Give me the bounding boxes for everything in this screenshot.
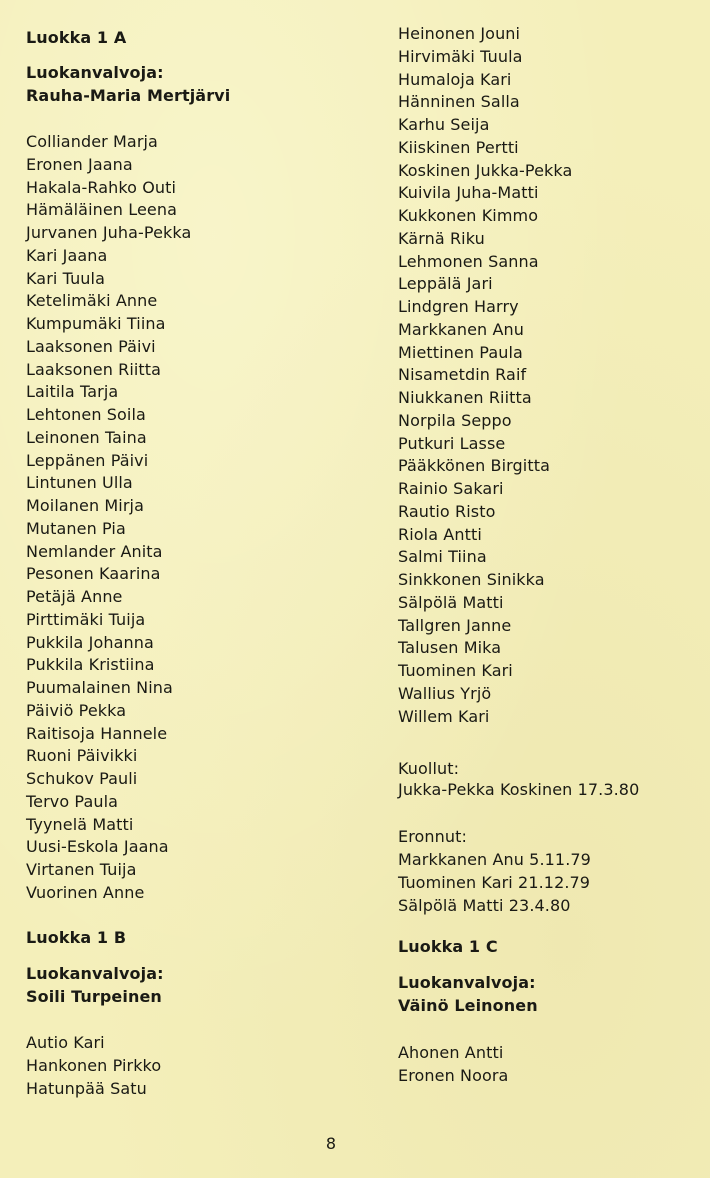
student-name: Lehmonen Sanna — [398, 251, 539, 271]
student-name: Hankonen Pirkko — [26, 1055, 162, 1075]
student-name: Schukov Pauli — [26, 769, 138, 788]
student-name: Ketelimäki Anne — [26, 291, 158, 311]
student-name: Lindgren Harry — [398, 297, 519, 316]
student-name: Salmi Tiina — [398, 547, 487, 567]
student-name: Hatunpää Satu — [26, 1078, 147, 1098]
student-name: Miettinen Paula — [398, 342, 523, 362]
student-name: Sinkkonen Sinikka — [398, 570, 545, 589]
student-name: Wallius Yrjö — [398, 683, 492, 703]
student-name: Heinonen Jouni — [398, 24, 521, 43]
student-name: Uusi-Eskola Jaana — [26, 837, 169, 857]
class-heading-1a: Luokka 1 A — [26, 28, 127, 47]
deceased-label: Kuollut: — [398, 759, 460, 778]
student-name: Eronen Noora — [398, 1065, 509, 1085]
page-number: 8 — [325, 1134, 337, 1153]
student-name: Kari Tuula — [26, 268, 105, 288]
student-name: Ruoni Päivikki — [26, 746, 138, 766]
student-name: Niukkanen Riitta — [398, 388, 532, 407]
student-name: Kuivila Juha-Matti — [398, 183, 539, 203]
student-name: Vuorinen Anne — [26, 882, 145, 902]
student-name: Lehtonen Soila — [26, 405, 146, 424]
teacher-label-1b: Luokanvalvoja: — [26, 964, 164, 983]
student-name: Humaloja Kari — [398, 69, 512, 89]
student-name: Talusen Mika — [398, 638, 502, 658]
student-name: Pukkila Johanna — [26, 632, 154, 652]
student-name: Tyynelä Matti — [26, 814, 134, 834]
teacher-label-1a: Luokanvalvoja: — [26, 63, 164, 82]
student-name: Rainio Sakari — [398, 479, 504, 498]
class-heading-1b: Luokka 1 B — [26, 928, 127, 947]
resigned-label: Eronnut: — [398, 827, 468, 846]
student-name: Autio Kari — [26, 1033, 105, 1052]
student-name: Kari Jaana — [26, 245, 108, 265]
student-name: Willem Kari — [398, 706, 490, 726]
student-name: Rautio Risto — [398, 501, 496, 521]
student-name: Pääkkönen Birgitta — [398, 456, 550, 476]
teacher-name-1c: Väinö Leinonen — [398, 996, 538, 1015]
student-name: Lintunen Ulla — [26, 473, 133, 493]
student-name: Kiiskinen Pertti — [398, 137, 519, 157]
student-name: Mutanen Pia — [26, 518, 126, 538]
student-name: Kärnä Riku — [398, 228, 485, 248]
student-name: Nemlander Anita — [26, 541, 163, 561]
student-name: Leinonen Taina — [26, 427, 147, 447]
student-name: Tervo Paula — [26, 791, 119, 811]
student-name: Puumalainen Nina — [26, 678, 173, 697]
student-name: Pukkila Kristiina — [26, 655, 155, 675]
student-name: Virtanen Tuija — [26, 860, 137, 879]
student-name: Markkanen Anu — [398, 319, 524, 339]
teacher-name-1b: Soili Turpeinen — [26, 987, 162, 1006]
student-name: Hänninen Salla — [398, 92, 520, 112]
student-name: Raitisoja Hannele — [26, 723, 168, 743]
student-name: Kumpumäki Tiina — [26, 314, 166, 333]
resigned-entry: Markkanen Anu 5.11.79 — [398, 850, 591, 869]
student-name: Päiviö Pekka — [26, 700, 127, 720]
student-name: Karhu Seija — [398, 115, 490, 134]
student-name: Tuominen Kari — [398, 661, 513, 680]
student-name: Colliander Marja — [26, 132, 158, 151]
student-name: Moilanen Mirja — [26, 496, 144, 515]
student-name: Petäjä Anne — [26, 587, 123, 606]
student-name: Leppälä Jari — [398, 274, 493, 294]
student-name: Hirvimäki Tuula — [398, 46, 523, 66]
student-name: Koskinen Jukka-Pekka — [398, 160, 573, 180]
student-name: Laaksonen Riitta — [26, 359, 162, 379]
student-name: Hakala-Rahko Outi — [26, 177, 177, 197]
student-name: Leppänen Päivi — [26, 450, 149, 470]
student-name: Tallgren Janne — [398, 615, 512, 635]
class-heading-1c: Luokka 1 C — [398, 937, 498, 956]
resigned-entry: Sälpölä Matti 23.4.80 — [398, 895, 571, 915]
deceased-entry: Jukka-Pekka Koskinen 17.3.80 — [398, 780, 640, 799]
student-name: Kukkonen Kimmo — [398, 206, 539, 225]
student-name: Eronen Jaana — [26, 154, 133, 174]
student-name: Laitila Tarja — [26, 382, 119, 402]
resigned-entry: Tuominen Kari 21.12.79 — [398, 872, 591, 892]
student-name: Sälpölä Matti — [398, 592, 504, 612]
teacher-name-1a: Rauha-Maria Mertjärvi — [26, 86, 231, 105]
student-name: Ahonen Antti — [398, 1043, 504, 1062]
student-name: Hämäläinen Leena — [26, 200, 177, 220]
student-name: Pesonen Kaarina — [26, 564, 161, 584]
student-name: Jurvanen Juha-Pekka — [26, 223, 192, 242]
student-name: Laaksonen Päivi — [26, 336, 156, 356]
student-name: Putkuri Lasse — [398, 433, 506, 453]
student-name: Norpila Seppo — [398, 410, 512, 430]
student-name: Nisametdin Raif — [398, 365, 527, 385]
teacher-label-1c: Luokanvalvoja: — [398, 973, 536, 992]
student-name: Riola Antti — [398, 524, 482, 544]
student-name: Pirttimäki Tuija — [26, 609, 146, 629]
